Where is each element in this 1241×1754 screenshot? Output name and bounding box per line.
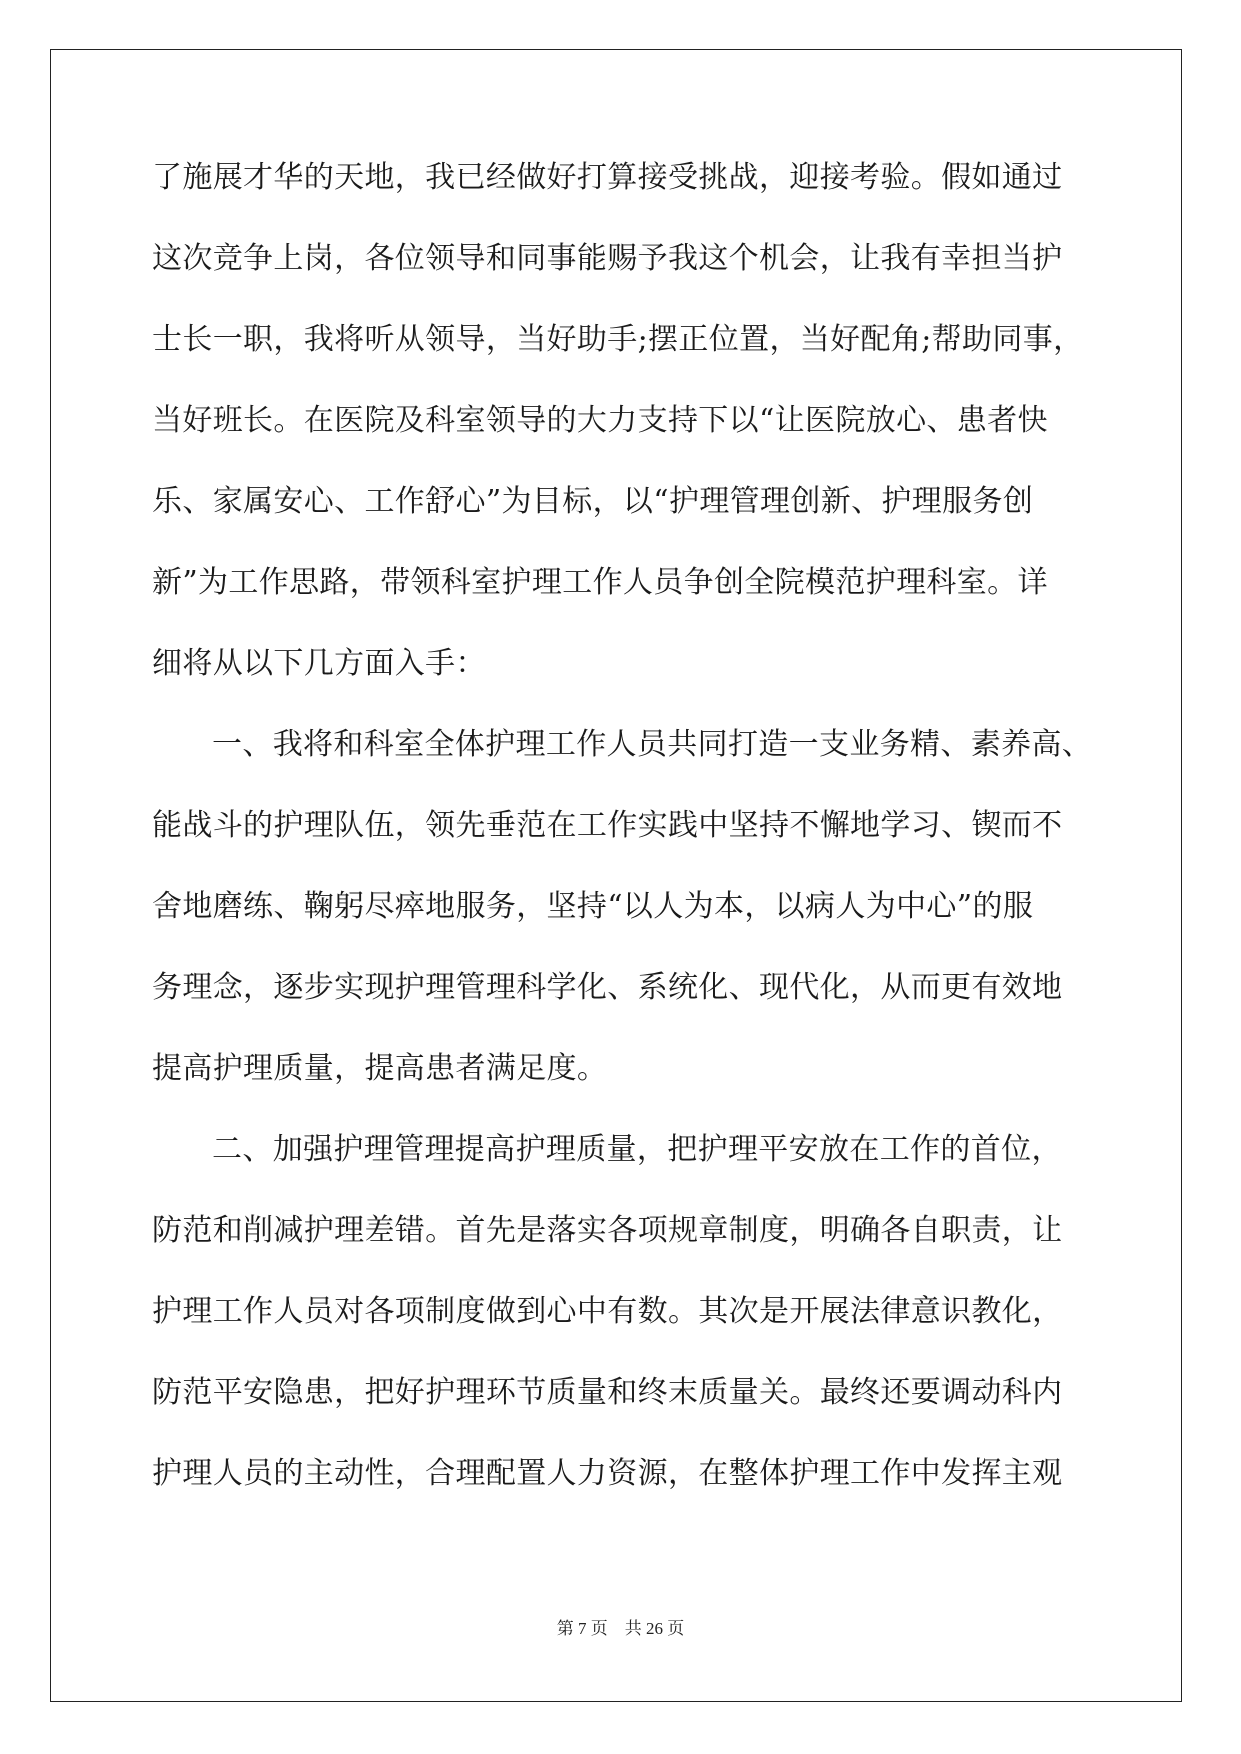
paragraph-start-line: 二、加强护理管理提高护理质量，把护理平安放在工作的首位， xyxy=(212,1132,1062,1167)
text-line: 提高护理质量，提高患者满足度。 xyxy=(152,1051,608,1086)
page-number-footer: 第 7 页 共 26 页 xyxy=(556,1619,685,1638)
paragraph-start-line: 一、我将和科室全体护理工作人员共同打造一支业务精、素养高、 xyxy=(212,727,1093,762)
text-line: 乐、家属安心、工作舒心”为目标，以“护理管理创新、护理服务创 xyxy=(152,484,1034,519)
text-line: 这次竞争上岗，各位领导和同事能赐予我这个机会，让我有幸担当护 xyxy=(152,241,1063,276)
text-line: 细将从以下几方面入手： xyxy=(152,646,486,681)
text-line: 新”为工作思路，带领科室护理工作人员争创全院模范护理科室。详 xyxy=(152,565,1048,600)
document-body xyxy=(152,160,1093,1540)
text-line: 护理工作人员对各项制度做到心中有数。其次是开展法律意识教化， xyxy=(152,1294,1063,1329)
text-line: 防范和削减护理差错。首先是落实各项规章制度，明确各自职责，让 xyxy=(152,1213,1063,1248)
text-line: 防范平安隐患，把好护理环节质量和终末质量关。最终还要调动科内 xyxy=(152,1375,1063,1410)
text-line: 舍地磨练、鞠躬尽瘁地服务，坚持“以人为本，以病人为中心”的服 xyxy=(152,889,1034,924)
text-line: 护理人员的主动性，合理配置人力资源，在整体护理工作中发挥主观 xyxy=(152,1456,1063,1491)
text-line: 能战斗的护理队伍，领先垂范在工作实践中坚持不懈地学习、锲而不 xyxy=(152,808,1063,843)
text-line: 当好班长。在医院及科室领导的大力支持下以“让医院放心、患者快 xyxy=(152,403,1048,438)
text-line: 了施展才华的天地，我已经做好打算接受挑战，迎接考验。假如通过 xyxy=(152,160,1063,195)
text-line: 士长一职，我将听从领导，当好助手;摆正位置，当好配角;帮助同事， xyxy=(152,322,1084,357)
text-line: 务理念，逐步实现护理管理科学化、系统化、现代化，从而更有效地 xyxy=(152,970,1063,1005)
